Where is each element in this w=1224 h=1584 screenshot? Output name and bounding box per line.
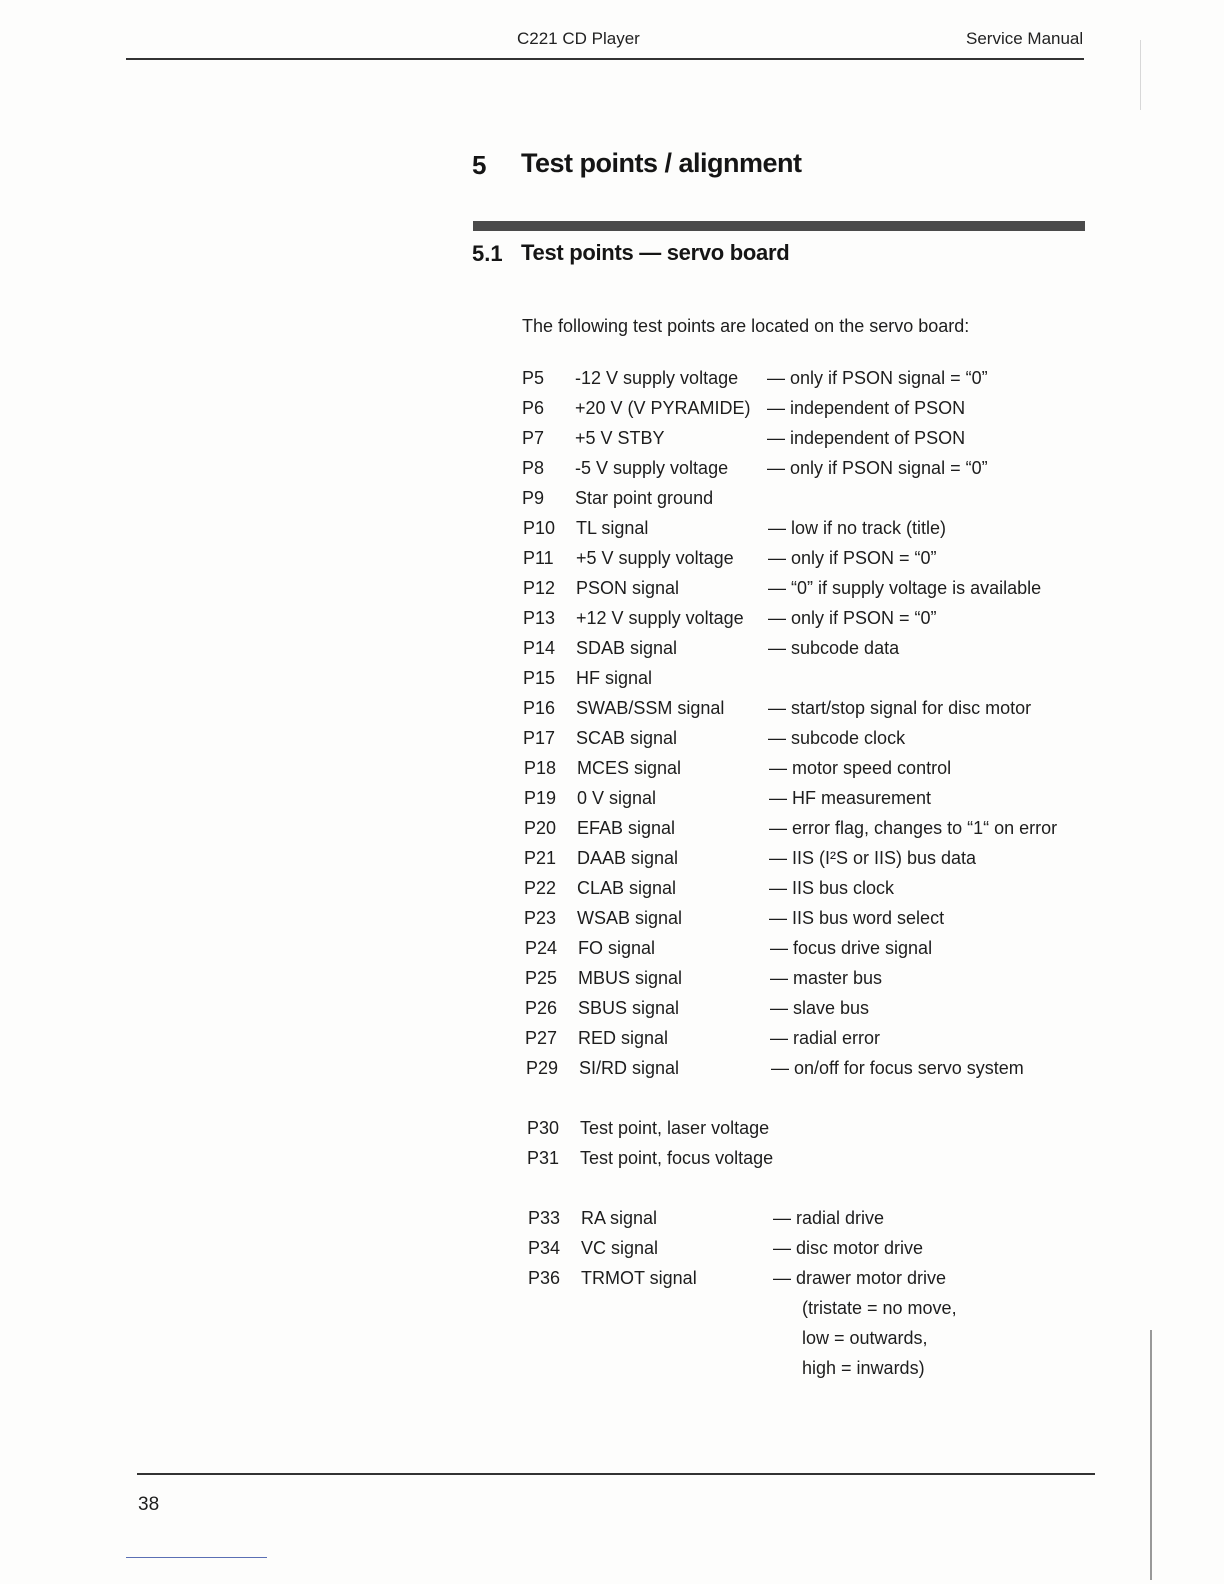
test-point-id: P17 <box>523 728 556 748</box>
test-point-description: +5 V STBY <box>575 428 665 448</box>
test-point-id: P7 <box>522 428 545 448</box>
test-point-description: Test point, focus voltage <box>580 1148 774 1168</box>
test-point-id: P15 <box>523 668 556 688</box>
section-divider-band <box>473 221 1085 231</box>
test-point-id: P23 <box>524 908 557 928</box>
test-point-description: WSAB signal <box>577 908 683 928</box>
test-point-id: P30 <box>527 1118 560 1138</box>
test-point-description: SBUS signal <box>578 998 680 1018</box>
test-point-note: — independent of PSON <box>767 398 966 418</box>
chapter-title: Test points / alignment <box>521 148 802 178</box>
test-point-description: SDAB signal <box>576 638 678 658</box>
test-point-note: — slave bus <box>770 998 870 1018</box>
test-point-id: P13 <box>523 608 556 628</box>
test-point-id: P11 <box>523 548 554 568</box>
test-point-note: — independent of PSON <box>767 428 966 448</box>
test-point-note: — only if PSON = “0” <box>768 548 937 568</box>
test-point-note: — radial error <box>770 1028 881 1048</box>
test-point-id: P33 <box>528 1208 561 1228</box>
test-point-description: HF signal <box>576 668 653 688</box>
test-point-id: P6 <box>522 398 545 418</box>
chapter-number: 5 <box>472 150 487 180</box>
test-point-id: P5 <box>522 368 545 388</box>
test-point-id: P31 <box>527 1148 560 1168</box>
test-point-id: P21 <box>524 848 557 868</box>
test-point-description: -5 V supply voltage <box>575 458 729 478</box>
test-point-id: P20 <box>524 818 557 838</box>
test-point-description: SCAB signal <box>576 728 678 748</box>
test-point-description: EFAB signal <box>577 818 676 838</box>
test-point-note: — master bus <box>770 968 883 988</box>
p36-note-continuation: high = inwards) <box>802 1358 925 1378</box>
header-rule <box>126 58 1084 60</box>
test-point-id: P25 <box>525 968 558 988</box>
test-point-id: P24 <box>525 938 558 958</box>
test-point-id: P18 <box>524 758 557 778</box>
test-point-description: +5 V supply voltage <box>576 548 734 568</box>
intro-text: The following test points are located on the servo board: <box>522 316 970 336</box>
test-point-note: — only if PSON = “0” <box>768 608 937 628</box>
test-point-description: CLAB signal <box>577 878 677 898</box>
test-point-description: DAAB signal <box>577 848 679 868</box>
footer-underline <box>126 1557 267 1558</box>
test-point-description: FO signal <box>578 938 656 958</box>
scan-edge-mark <box>1150 1330 1152 1580</box>
test-point-note: — low if no track (title) <box>768 518 947 538</box>
test-point-description: TL signal <box>576 518 649 538</box>
test-point-note: — IIS bus word select <box>769 908 945 928</box>
test-point-id: P12 <box>523 578 556 598</box>
test-point-note: — HF measurement <box>769 788 932 808</box>
test-point-id: P16 <box>523 698 556 718</box>
test-point-id: P19 <box>524 788 557 808</box>
test-point-note: — radial drive <box>773 1208 885 1228</box>
test-point-id: P9 <box>522 488 545 508</box>
scan-edge-mark <box>1140 40 1141 110</box>
test-point-description: 0 V signal <box>577 788 657 808</box>
test-point-id: P36 <box>528 1268 561 1288</box>
test-point-note: — start/stop signal for disc motor <box>768 698 1032 718</box>
test-point-description: RED signal <box>578 1028 669 1048</box>
test-point-description: +20 V (V PYRAMIDE) <box>575 398 751 418</box>
test-point-id: P14 <box>523 638 556 658</box>
p36-note-continuation: low = outwards, <box>802 1328 928 1348</box>
test-point-id: P22 <box>524 878 557 898</box>
test-point-id: P26 <box>525 998 558 1018</box>
test-point-note: — on/off for focus servo system <box>771 1058 1024 1078</box>
test-point-description: Star point ground <box>575 488 714 508</box>
test-point-id: P10 <box>523 518 556 538</box>
test-point-description: MBUS signal <box>578 968 683 988</box>
test-point-description: SWAB/SSM signal <box>576 698 725 718</box>
header-manual-type: Service Manual <box>966 29 1084 48</box>
test-point-description: TRMOT signal <box>581 1268 697 1288</box>
section-title: Test points — servo board <box>521 240 790 265</box>
section-number: 5.1 <box>472 241 503 266</box>
test-point-note: — error flag, changes to “1“ on error <box>769 818 1058 838</box>
test-point-note: — drawer motor drive <box>773 1268 947 1288</box>
test-point-note: — only if PSON signal = “0” <box>767 368 988 388</box>
header-title: C221 CD Player <box>517 29 640 48</box>
test-point-description: SI/RD signal <box>579 1058 680 1078</box>
test-point-note: — motor speed control <box>769 758 952 778</box>
test-point-note: — subcode data <box>768 638 900 658</box>
test-point-id: P8 <box>522 458 545 478</box>
test-point-description: VC signal <box>581 1238 659 1258</box>
test-point-description: -12 V supply voltage <box>575 368 739 388</box>
test-point-id: P34 <box>528 1238 561 1258</box>
test-point-note: — focus drive signal <box>770 938 933 958</box>
test-point-description: Test point, laser voltage <box>580 1118 770 1138</box>
test-point-description: PSON signal <box>576 578 680 598</box>
test-point-note: — “0” if supply voltage is available <box>768 578 1042 598</box>
test-point-note: — disc motor drive <box>773 1238 924 1258</box>
footer-rule <box>137 1473 1095 1475</box>
page-number: 38 <box>138 1494 160 1515</box>
test-point-note: — subcode clock <box>768 728 906 748</box>
test-point-description: +12 V supply voltage <box>576 608 744 628</box>
test-point-description: MCES signal <box>577 758 682 778</box>
test-point-id: P27 <box>525 1028 558 1048</box>
test-point-id: P29 <box>526 1058 559 1078</box>
test-point-note: — IIS (I²S or IIS) bus data <box>769 848 977 868</box>
test-point-note: — IIS bus clock <box>769 878 895 898</box>
p36-note-continuation: (tristate = no move, <box>802 1298 957 1318</box>
test-point-note: — only if PSON signal = “0” <box>767 458 988 478</box>
test-point-description: RA signal <box>581 1208 658 1228</box>
